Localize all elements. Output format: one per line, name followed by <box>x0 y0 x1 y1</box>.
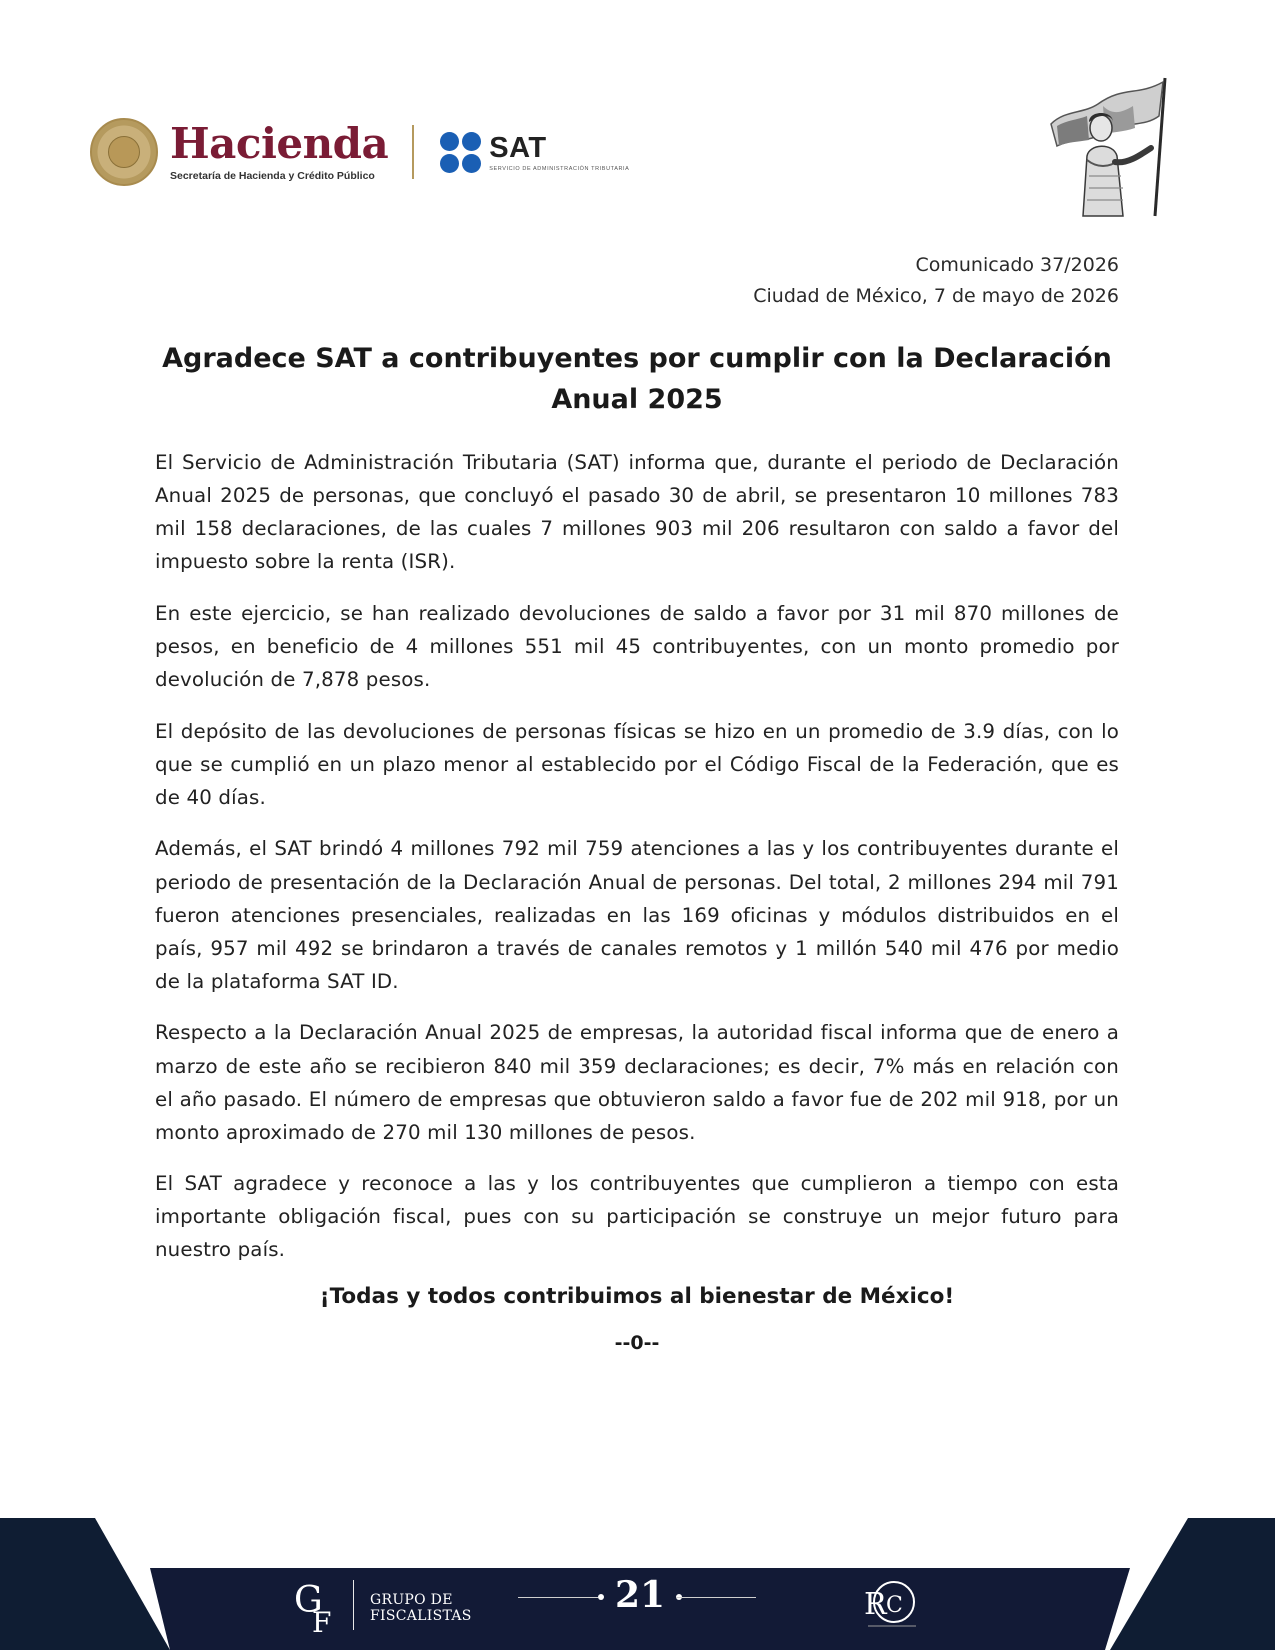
header-logos <box>90 112 629 192</box>
svg-text:C: C <box>886 1593 903 1618</box>
closing-slogan: ¡Todas y todos contribuimos al bienestar de México! <box>319 1284 955 1309</box>
headline: Agradece SAT a contribuyentes por cumplir con la Declaración Anual 2025 <box>162 343 1112 415</box>
svg-text:F: F <box>312 1606 332 1634</box>
paragraph: Además, el SAT brindó 4 millones 792 mil 759 atenciones a las y los contribuyentes durante el periodo de presentación de la Declaración Anual de personas. Del total, 2 millones 294 mil 791 fueron atenciones presenciales, realizadas en las 169 oficinas y módulos distribuidos en el país, 957 mil 492 se brindaron a través de canales remotos y 1 millón 540 mil 476 por medio de la plataforma SAT ID. <box>155 837 1119 993</box>
footer-divider <box>353 1580 354 1630</box>
sat-logo-title: SAT <box>489 131 547 164</box>
hacienda-logo <box>170 119 389 182</box>
publisher-name-line2: FISCALISTAS <box>370 1608 472 1624</box>
release-number: Comunicado 37/2026 <box>915 254 1119 276</box>
svg-text:G: G <box>294 1580 323 1621</box>
release-meta <box>753 250 1119 312</box>
publisher-name <box>370 1592 472 1624</box>
sat-logo-subtitle: SERVICIO DE ADMINISTRACIÓN TRIBUTARIA <box>489 165 630 172</box>
national-seal-icon <box>90 118 158 186</box>
page-rule-left <box>518 1597 598 1598</box>
sat-dots-icon <box>440 132 481 173</box>
logo-divider <box>412 125 414 179</box>
page-number: 21 <box>614 1574 666 1616</box>
release-place-date: Ciudad de México, 7 de mayo de 2026 <box>753 285 1119 307</box>
grupo-fiscalistas-monogram-icon <box>292 1576 342 1634</box>
paragraph: En este ejercicio, se han realizado devoluciones de saldo a favor por 31 mil 870 millones de pesos, en beneficio de 4 millones 551 mil 45 contribuyentes, con un monto promedio por devolución de 7,878 pesos. <box>155 601 1119 692</box>
flag-bearer-illustration-icon <box>1043 76 1183 220</box>
paragraph: El SAT agradece y reconoce a las y los contribuyentes que cumplieron a tiempo con esta importante obligación fiscal, pues con su participación se construye un mejor futuro para nuestro país. <box>155 1172 1119 1262</box>
article-body <box>155 446 1119 1285</box>
paragraph: El Servicio de Administración Tributaria (SAT) informa que, durante el periodo de Declaración Anual 2025 de personas, que concluyó el pasado 30 de abril, se presentaron 10 millones 783 mil 158 declaraciones, de las cuales 7 millones 903 mil 206 resultaron con saldo a favor del impuesto sobre la renta (ISR). <box>155 451 1119 574</box>
rc-partner-logo-icon <box>860 1576 920 1632</box>
svg-text:R: R <box>864 1587 887 1622</box>
hacienda-logo-title: Hacienda <box>170 119 389 168</box>
end-mark: --0-- <box>614 1332 660 1354</box>
paragraph: Respecto a la Declaración Anual 2025 de empresas, la autoridad fiscal informa que de enero a marzo de este año se recibieron 840 mil 359 declaraciones; es decir, 7% más en relación con el año pasado. El número de empresas que obtuvieron saldo a favor fue de 202 mil 918, por un monto aproximado de 270 mil 130 millones de pesos. <box>155 1021 1119 1144</box>
hacienda-logo-subtitle: Secretaría de Hacienda y Crédito Público <box>170 170 375 182</box>
page-dot-left <box>598 1594 604 1600</box>
paragraph: El depósito de las devoluciones de personas físicas se hizo en un promedio de 3.9 días, con lo que se cumplió en un plazo menor al establecido por el Código Fiscal de la Federación, que es de 40 días. <box>155 719 1119 809</box>
sat-logo <box>489 133 629 172</box>
page-rule-right <box>676 1597 756 1598</box>
publisher-name-line1: GRUPO DE <box>370 1592 453 1608</box>
